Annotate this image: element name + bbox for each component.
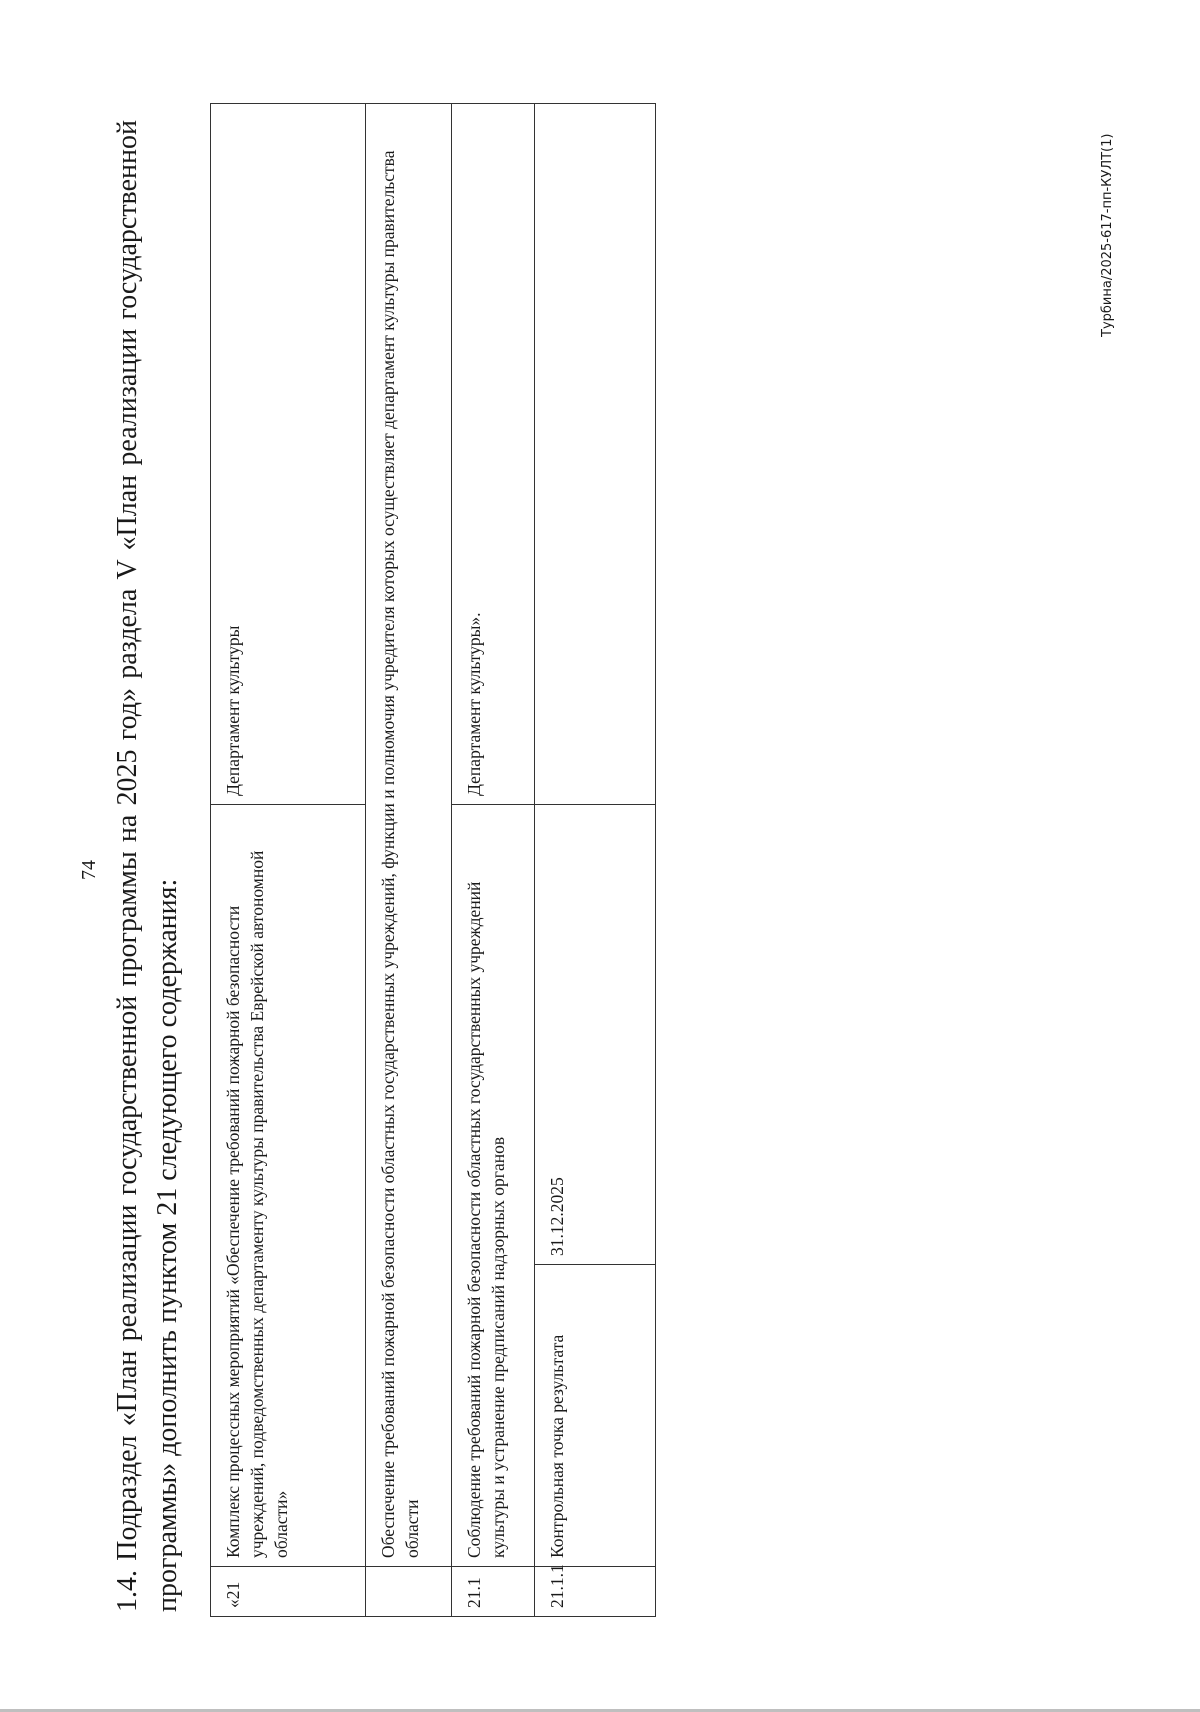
page-number: 74	[78, 860, 100, 880]
empty-cell	[366, 1567, 452, 1617]
responsible-executor: Департамент культуры	[211, 103, 366, 804]
empty-cell	[535, 103, 656, 804]
implementation-plan-table	[210, 103, 656, 1617]
row-number: 21.1	[452, 1567, 535, 1617]
plan-item-title: Комплекс процессных мероприятий «Обеспечение требований пожарной безопасности учреждений, подведомственных департаменту культуры правительства Еврейской автономной области»	[211, 804, 366, 1566]
table-row	[211, 103, 366, 1616]
checkpoint-date: 31.12.2025	[535, 804, 656, 1264]
checkpoint-label: Контрольная точка результата	[535, 1265, 656, 1567]
document-code: Турбина/2025-617-пп-КУЛТ(1)	[1100, 133, 1115, 337]
task-description: Обеспечение требований пожарной безопасности областных государственных учреждений, функции и полномочия учредителя которых осуществляет департамент культуры правительства области	[366, 103, 452, 1566]
plan-item-title: Соблюдение требований пожарной безопасности областных государственных учреждений культуры и устранение предписаний надзорных органов	[452, 804, 535, 1566]
table-row	[452, 103, 535, 1616]
table-row	[535, 103, 656, 1616]
row-number: «21	[211, 1567, 366, 1617]
table-row	[366, 103, 452, 1616]
responsible-executor: Департамент культуры».	[452, 103, 535, 804]
section-heading: 1.4. Подраздел «План реализации государственной программы на 2025 год» раздела V «План реализации государственной программы» дополнить пунктом 21 следующего содержания:	[112, 120, 183, 1612]
row-number: 21.1.1	[535, 1567, 656, 1617]
